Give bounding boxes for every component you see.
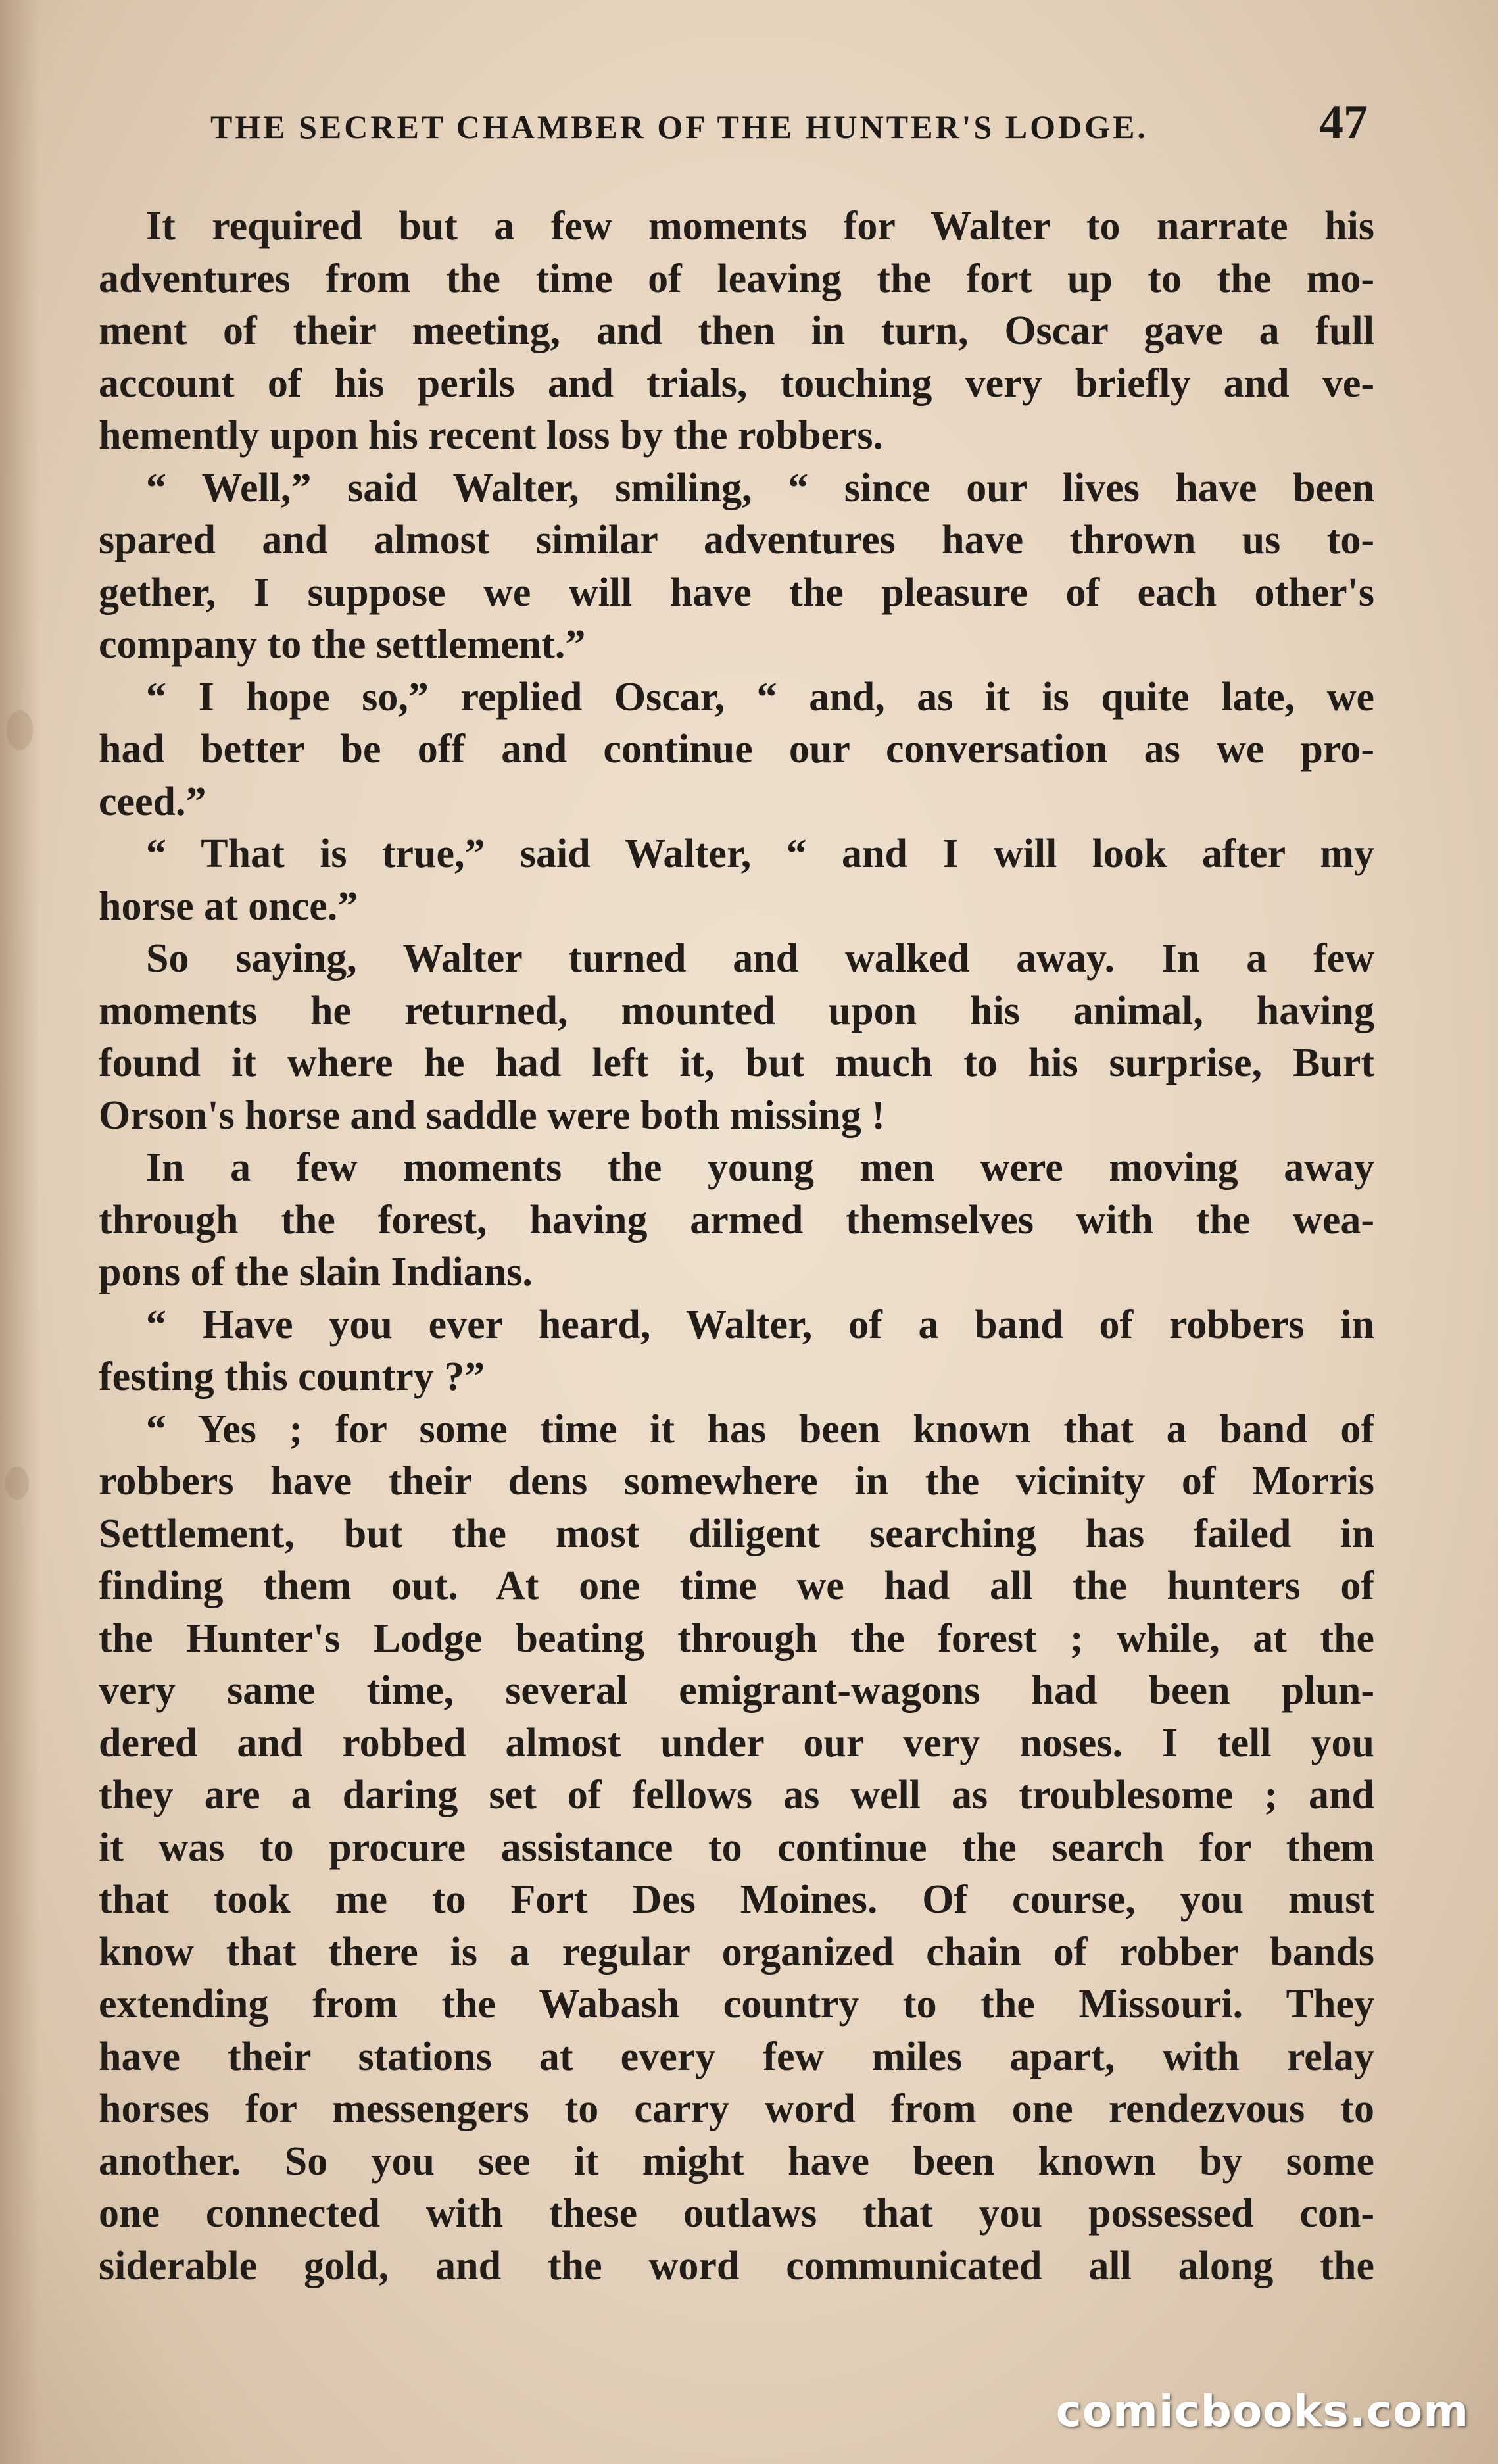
text-line: they are a daring set of fellows as well as troublesome ; and bbox=[99, 1773, 1374, 1817]
page-stain bbox=[7, 710, 33, 750]
text-line: it was to procure assistance to continue the search for them bbox=[99, 1825, 1374, 1870]
text-line: “ Yes ; for some time it has been known that a band of bbox=[146, 1406, 1374, 1452]
text-line: that took me to Fort Des Moines. Of course, you must bbox=[99, 1877, 1374, 1922]
page-number: 47 bbox=[1319, 95, 1368, 149]
text-line: “ Well,” said Walter, smiling, “ since our lives have been bbox=[146, 465, 1374, 510]
text-line: know that there is a regular organized chain of robber bands bbox=[99, 1929, 1374, 1975]
text-line: through the forest, having armed themselves with the wea- bbox=[99, 1197, 1374, 1243]
text-line: dered and robbed almost under our very noses. I tell you bbox=[99, 1720, 1374, 1765]
text-line: Orson's horse and saddle were both missing ! bbox=[99, 1093, 885, 1138]
text-line: very same time, several emigrant-wagons had been plun- bbox=[99, 1668, 1374, 1713]
text-line: adventures from the time of leaving the fort up to the mo- bbox=[99, 256, 1374, 301]
page-stain bbox=[5, 1467, 29, 1500]
text-line: It required but a few moments for Walter to narrate his bbox=[146, 204, 1374, 249]
text-line: pons of the slain Indians. bbox=[99, 1250, 533, 1294]
text-line: ceed.” bbox=[99, 779, 206, 824]
text-line: had better be off and continue our conversation as we pro- bbox=[99, 727, 1374, 772]
text-line: finding them out. At one time we had all the hunters of bbox=[99, 1564, 1374, 1608]
text-line: ment of their meeting, and then in turn, Oscar gave a full bbox=[99, 308, 1374, 353]
text-line: found it where he had left it, but much to his surprise, Burt bbox=[99, 1041, 1374, 1085]
text-line: robbers have their dens somewhere in the vicinity of Morris bbox=[99, 1459, 1374, 1504]
text-line: So saying, Walter turned and walked away. In a few bbox=[146, 936, 1374, 981]
text-line: moments he returned, mounted upon his animal, having bbox=[99, 988, 1374, 1033]
text-line: have their stations at every few miles apart, with relay bbox=[99, 2034, 1374, 2079]
text-line: horses for messengers to carry word from one rendezvous to bbox=[99, 2086, 1374, 2131]
running-title: THE SECRET CHAMBER OF THE HUNTER'S LODGE. bbox=[210, 109, 1148, 145]
text-line: siderable gold, and the word communicated all along the bbox=[99, 2243, 1374, 2288]
page-edge-shadow bbox=[0, 0, 39, 2464]
text-line: “ That is true,” said Walter, “ and I will look after my bbox=[146, 831, 1374, 876]
text-line: festing this country ?” bbox=[99, 1354, 485, 1399]
text-line: extending from the Wabash country to the Missouri. They bbox=[99, 1982, 1374, 2027]
text-line: gether, I suppose we will have the pleasure of each other's bbox=[99, 570, 1374, 615]
text-line: “ Have you ever heard, Walter, of a band of robbers in bbox=[146, 1302, 1374, 1347]
text-line: spared and almost similar adventures have thrown us to- bbox=[99, 518, 1374, 562]
text-line: company to the settlement.” bbox=[99, 622, 586, 667]
text-line: one connected with these outlaws that you possessed con- bbox=[99, 2191, 1374, 2236]
watermark: comicbooks.com bbox=[1055, 2386, 1469, 2436]
text-line: horse at once.” bbox=[99, 883, 358, 929]
running-header bbox=[210, 92, 1368, 151]
body-text bbox=[99, 201, 1374, 2292]
text-line: the Hunter's Lodge beating through the forest ; while, at the bbox=[99, 1615, 1374, 1661]
text-line: hemently upon his recent loss by the robbers. bbox=[99, 413, 884, 458]
text-line: another. So you see it might have been known by some bbox=[99, 2138, 1374, 2184]
text-line: “ I hope so,” replied Oscar, “ and, as it is quite late, we bbox=[146, 674, 1374, 720]
text-line: In a few moments the young men were moving away bbox=[146, 1145, 1374, 1190]
text-line: account of his perils and trials, touching very briefly and ve- bbox=[99, 360, 1374, 406]
text-line: Settlement, but the most diligent searching has failed in bbox=[99, 1511, 1374, 1556]
